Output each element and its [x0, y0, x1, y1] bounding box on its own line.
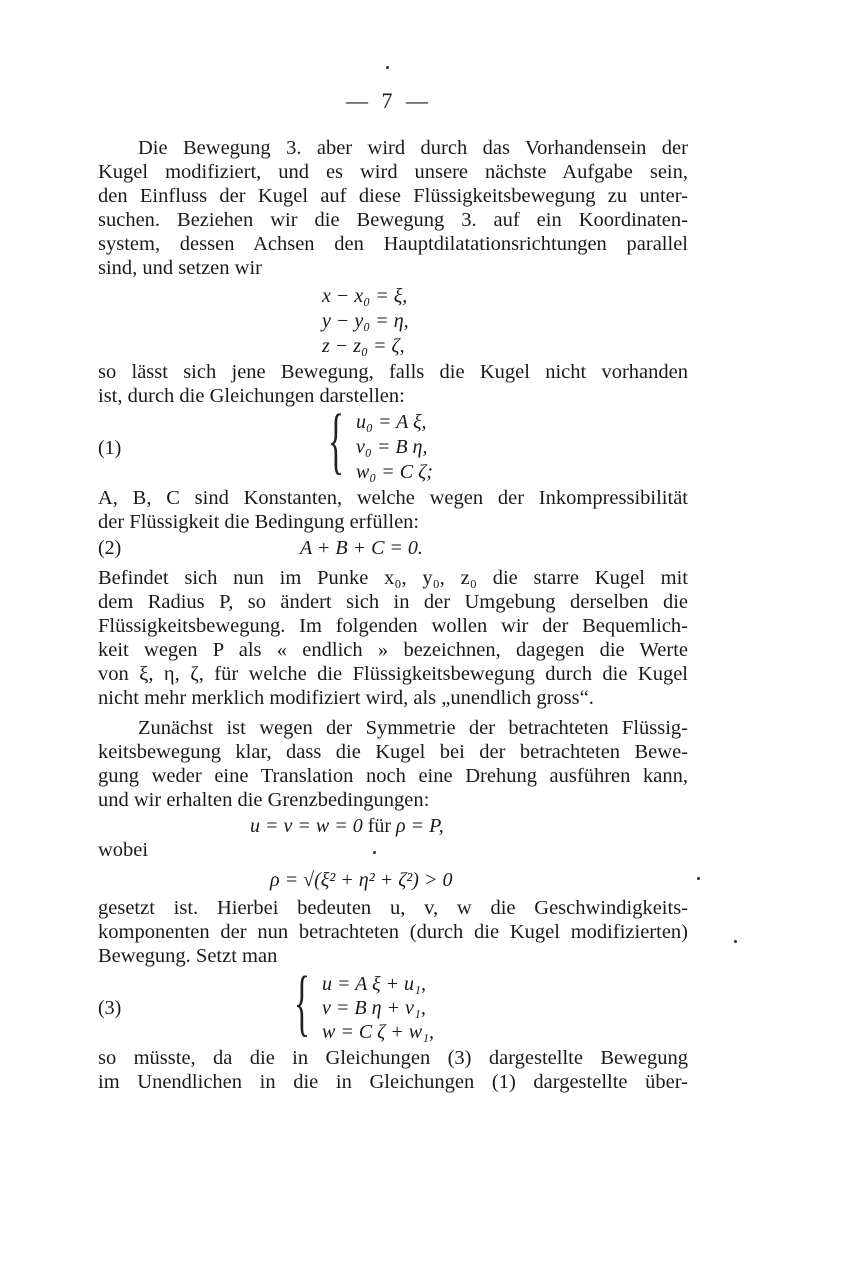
text-line: Kugel modifiziert, und es wird unsere nächste Aufgabe sein, — [98, 161, 688, 183]
equation-number-3: (3) — [98, 997, 122, 1019]
text-line: gung weder eine Translation noch eine Drehung ausführen kann, — [98, 765, 688, 787]
equation-1-u: u₀ = A ξ, — [356, 411, 427, 433]
text-line: von ξ, η, ζ, für welche die Flüssigkeitsbewegung durch die Kugel — [98, 663, 688, 685]
text-line: Befindet sich nun im Punke x₀, y₀, z₀ die starre Kugel mit — [98, 567, 688, 589]
boundary-rhs: ρ = P, — [396, 815, 444, 837]
equation-3-v: v = B η + v₁, — [322, 997, 426, 1019]
equation-3-u: u = A ξ + u₁, — [322, 973, 427, 995]
text-line: suchen. Beziehen wir die Bewegung 3. auf ein Koordinaten- — [98, 209, 688, 231]
equation-shift-x: x − x₀ = ξ, — [322, 285, 408, 307]
equation-shift-y: y − y₀ = η, — [322, 310, 409, 332]
equation-1-w: w₀ = C ζ; — [356, 461, 433, 483]
text-line: wobei — [98, 839, 149, 861]
equation-number-2: (2) — [98, 537, 122, 559]
left-brace-icon: { — [328, 400, 344, 482]
equation-1-v: v₀ = B η, — [356, 436, 428, 458]
scan-speck — [734, 940, 737, 943]
equation-number-1: (1) — [98, 437, 122, 459]
equation-3-w: w = C ζ + w₁, — [322, 1021, 435, 1043]
text-line: im Unendlichen in die in Gleichungen (1) dargestellte über- — [98, 1071, 688, 1093]
text-line: so müsste, da die in Gleichungen (3) dargestellte Bewegung — [98, 1047, 688, 1069]
text-line: gesetzt ist. Hierbei bedeuten u, v, w die Geschwindigkeits- — [98, 897, 688, 919]
text-line: A, B, C sind Konstanten, welche wegen der Inkompressibilität — [98, 487, 688, 509]
text-line: Die Bewegung 3. aber wird durch das Vorhandensein der — [138, 137, 688, 159]
boundary-lhs: u = v = w = 0 — [250, 815, 363, 837]
text-line: ist, durch die Gleichungen darstellen: — [98, 385, 405, 407]
text-line: so lässt sich jene Bewegung, falls die Kugel nicht vorhanden — [98, 361, 688, 383]
text-line: keit wegen P als « endlich » bezeichnen, dagegen die Werte — [98, 639, 688, 661]
text-line: nicht mehr merklich modifiziert wird, als „unendlich gross“. — [98, 687, 594, 709]
text-line: komponenten der nun betrachteten (durch die Kugel modifizierten) — [98, 921, 688, 943]
text-line: Flüssigkeitsbewegung. Im folgenden wollen wir der Bequemlich- — [98, 615, 688, 637]
left-brace-icon: { — [294, 962, 310, 1044]
scan-speck — [386, 66, 389, 69]
text-line: den Einfluss der Kugel auf diese Flüssigkeitsbewegung zu unter- — [98, 185, 688, 207]
equation-shift-z: z − z₀ = ζ, — [322, 335, 405, 357]
text-line: Zunächst ist wegen der Symmetrie der betrachteten Flüssig- — [138, 717, 688, 739]
boundary-fuer: für — [367, 815, 392, 837]
equation-rho: ρ = √(ξ² + η² + ζ²) > 0 — [270, 869, 453, 891]
text-line: system, dessen Achsen den Hauptdilatationsrichtungen parallel — [98, 233, 688, 255]
text-line: dem Radius P, so ändert sich in der Umgebung derselben die — [98, 591, 688, 613]
equation-2: A + B + C = 0. — [300, 537, 423, 559]
text-line: sind, und setzen wir — [98, 257, 262, 279]
text-line: keitsbewegung klar, dass die Kugel bei der betrachteten Bewe- — [98, 741, 688, 763]
page-number: — 7 — — [346, 88, 432, 113]
scan-speck — [697, 877, 700, 880]
scan-speck — [373, 851, 376, 854]
text-line: der Flüssigkeit die Bedingung erfüllen: — [98, 511, 420, 533]
boundary-condition — [250, 814, 444, 838]
text-line: und wir erhalten die Grenzbedingungen: — [98, 789, 430, 811]
text-line: Bewegung. Setzt man — [98, 945, 278, 967]
